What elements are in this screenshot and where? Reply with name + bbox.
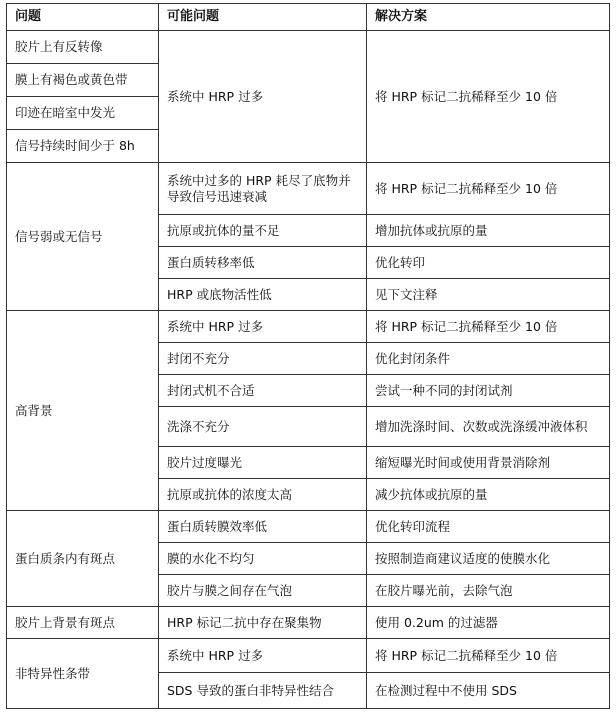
cause-cell: 抗原或抗体的浓度太高	[159, 479, 367, 511]
header-solution: 解决方案	[367, 4, 610, 31]
cause-cell: 胶片与膜之间存在气泡	[159, 575, 367, 607]
solution-cell: 增加洗涤时间、次数或洗涤缓冲液体积	[367, 407, 610, 447]
solution-cell: 在检测过程中不使用 SDS	[367, 673, 610, 709]
cause-cell: 系统中过多的 HRP 耗尽了底物并导致信号迅速衰减	[159, 163, 367, 215]
cause-cell: SDS 导致的蛋白非特异性结合	[159, 673, 367, 709]
solution-cell: 见下文注释	[367, 279, 610, 311]
problem-cell: 印迹在暗室中发光	[7, 97, 159, 130]
solution-cell: 优化封闭条件	[367, 343, 610, 375]
solution-cell: 将 HRP 标记二抗稀释至少 10 倍	[367, 31, 610, 163]
problem-cell: 非特异性条带	[7, 639, 159, 709]
problem-cell: 信号弱或无信号	[7, 163, 159, 311]
cause-cell: 膜的水化不均匀	[159, 543, 367, 575]
solution-cell: 优化转印流程	[367, 511, 610, 543]
solution-cell: 尝试一种不同的封闭试剂	[367, 375, 610, 407]
solution-cell: 在胶片曝光前，去除气泡	[367, 575, 610, 607]
cause-cell: 胶片过度曝光	[159, 447, 367, 479]
solution-cell: 将 HRP 标记二抗稀释至少 10 倍	[367, 639, 610, 673]
troubleshooting-table	[6, 3, 610, 709]
solution-cell: 优化转印	[367, 247, 610, 279]
solution-cell: 增加抗体或抗原的量	[367, 215, 610, 247]
table-row	[7, 163, 610, 215]
solution-cell: 按照制造商建议适度的使膜水化	[367, 543, 610, 575]
solution-cell: 使用 0.2um 的过滤器	[367, 607, 610, 639]
cause-cell: 封闭不充分	[159, 343, 367, 375]
solution-cell: 将 HRP 标记二抗稀释至少 10 倍	[367, 163, 610, 215]
cause-cell: HRP 标记二抗中存在聚集物	[159, 607, 367, 639]
cause-cell: 系统中 HRP 过多	[159, 639, 367, 673]
problem-cell: 高背景	[7, 311, 159, 511]
problem-cell: 信号持续时间少于 8h	[7, 130, 159, 163]
header-possible-cause: 可能问题	[159, 4, 367, 31]
problem-cell: 蛋白质条内有斑点	[7, 511, 159, 607]
table-row	[7, 511, 610, 543]
cause-cell: 封闭式机不合适	[159, 375, 367, 407]
problem-cell: 膜上有褐色或黄色带	[7, 64, 159, 97]
cause-cell: 系统中 HRP 过多	[159, 311, 367, 343]
problem-cell: 胶片上有反转像	[7, 31, 159, 64]
table-row	[7, 607, 610, 639]
cause-cell: HRP 或底物活性低	[159, 279, 367, 311]
header-problem: 问题	[7, 4, 159, 31]
cause-cell: 抗原或抗体的量不足	[159, 215, 367, 247]
table-row	[7, 639, 610, 673]
table-row	[7, 311, 610, 343]
table-row	[7, 31, 610, 64]
solution-cell: 减少抗体或抗原的量	[367, 479, 610, 511]
cause-cell: 蛋白质转移率低	[159, 247, 367, 279]
problem-cell: 胶片上背景有斑点	[7, 607, 159, 639]
cause-cell: 系统中 HRP 过多	[159, 31, 367, 163]
table-header-row	[7, 4, 610, 31]
solution-cell: 缩短曝光时间或使用背景消除剂	[367, 447, 610, 479]
solution-cell: 将 HRP 标记二抗稀释至少 10 倍	[367, 311, 610, 343]
cause-cell: 蛋白质转膜效率低	[159, 511, 367, 543]
cause-cell: 洗涤不充分	[159, 407, 367, 447]
